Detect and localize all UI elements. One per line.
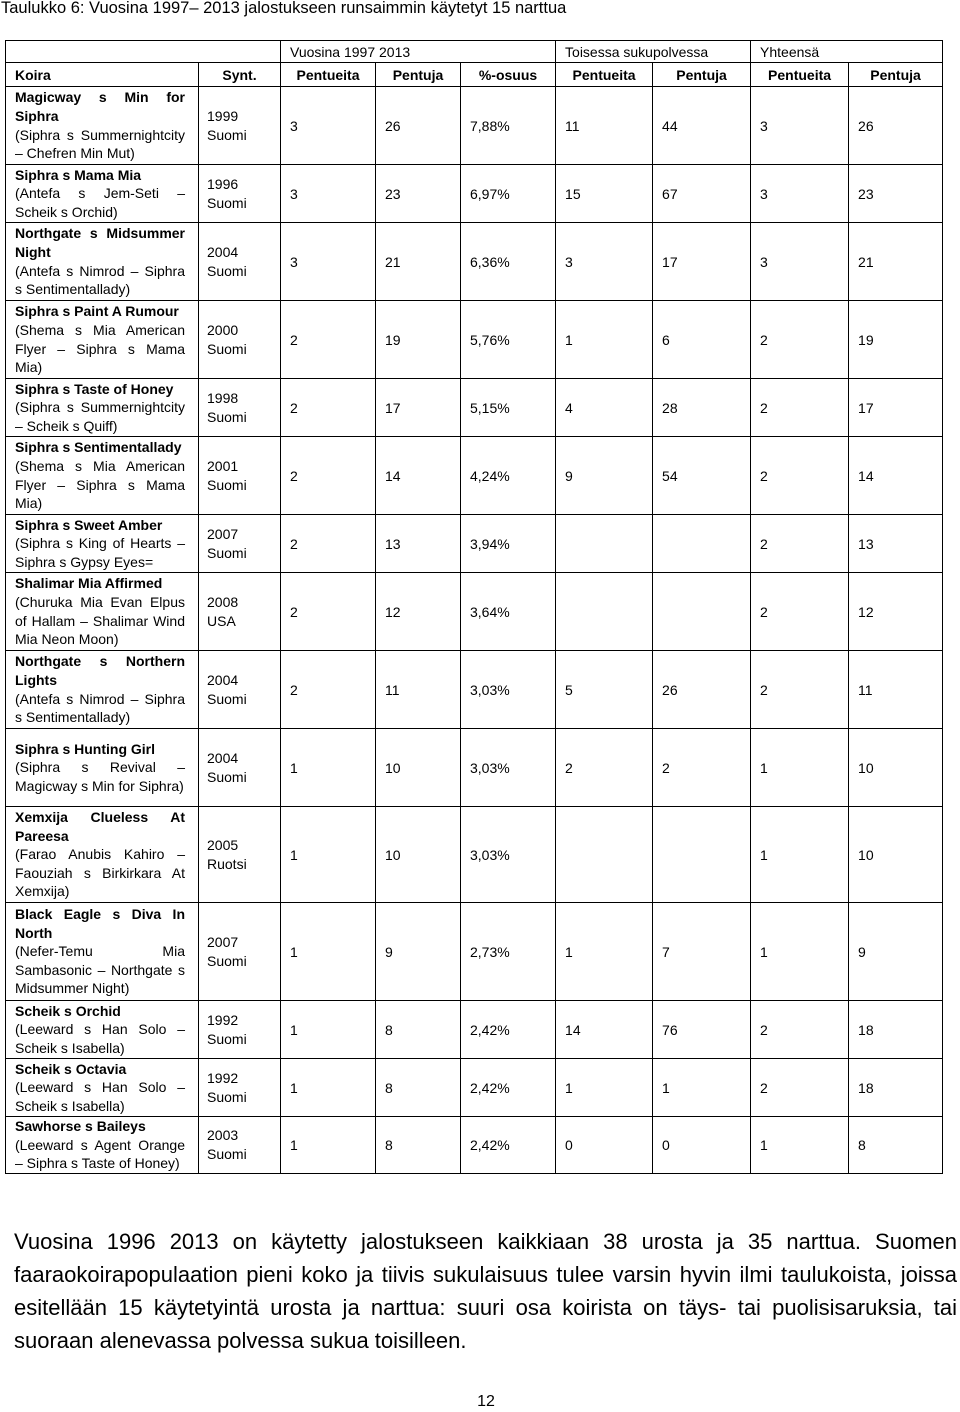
dog-cell [6,301,199,379]
dog-parents: (Shema s Mia American Flyer – Siphra s Mama Mia) [15,457,185,512]
litters-total-cell: 2 [751,379,849,437]
birth-cell [199,651,281,729]
birth-country: Suomi [207,1030,247,1047]
birth-country: Suomi [207,1088,247,1105]
group-header-total: Yhteensä [751,41,943,63]
puppies-total-cell: 14 [849,437,943,515]
share-percent-cell: 3,03% [461,807,556,903]
dog-name: Xemxija Clueless At Pareesa [15,809,185,844]
birth-cell [199,1117,281,1174]
birth-cell [199,301,281,379]
share-percent-cell: 3,64% [461,573,556,651]
birth-cell [199,807,281,903]
litters-period-cell: 1 [281,807,376,903]
birth-year: 2001 [207,457,239,474]
litters-total-cell: 1 [751,807,849,903]
dog-cell [6,1001,199,1059]
birth-year: 1999 [207,107,239,124]
dog-cell [6,223,199,301]
dog-parents: (Antefa s Nimrod – Siphra s Sentimentallady) [15,262,185,298]
dog-cell [6,903,199,1001]
dog-name: Sawhorse s Baileys [15,1118,146,1134]
share-percent-cell: 3,03% [461,729,556,807]
litters-second-generation-cell: 4 [556,379,653,437]
table-row [6,515,943,573]
puppies-total-cell: 18 [849,1001,943,1059]
table-row [6,729,943,807]
column-header-share-percent: %-osuus [461,63,556,87]
birth-country: Suomi [207,194,247,211]
litters-second-generation-cell [556,807,653,903]
puppies-second-generation-cell: 2 [653,729,751,807]
table-row [6,301,943,379]
litters-period-cell: 1 [281,1001,376,1059]
dog-parents: (Antefa s Jem-Seti – Scheik s Orchid) [15,185,185,220]
dog-name: Black Eagle s Diva In North [15,906,185,941]
dog-parents: (Antefa s Nimrod – Siphra s Sentimentallady) [15,690,185,726]
birth-country: Suomi [207,476,247,493]
litters-period-cell: 2 [281,515,376,573]
puppies-second-generation-cell: 7 [653,903,751,1001]
litters-second-generation-cell: 14 [556,1001,653,1059]
share-percent-cell: 2,73% [461,903,556,1001]
litters-total-cell: 2 [751,1059,849,1117]
birth-year: 2004 [207,749,239,766]
puppies-total-cell: 17 [849,379,943,437]
dog-cell [6,515,199,573]
birth-year: 2007 [207,933,239,950]
puppies-total-cell: 10 [849,729,943,807]
dog-name: Magicway s Min for Siphra [15,89,185,124]
puppies-total-cell: 12 [849,573,943,651]
dog-name: Scheik s Orchid [15,1002,121,1019]
dog-cell [6,165,199,223]
litters-second-generation-cell: 1 [556,301,653,379]
litters-total-cell: 3 [751,223,849,301]
puppies-period-cell: 13 [376,515,461,573]
litters-second-generation-cell: 0 [556,1117,653,1174]
birth-cell [199,1059,281,1117]
table-row [6,807,943,903]
litters-total-cell: 1 [751,1117,849,1174]
birth-cell [199,515,281,573]
birth-year: 2005 [207,836,239,853]
dog-name: Scheik s Octavia [15,1060,127,1077]
birth-year: 2004 [207,671,239,688]
group-header-row [6,41,943,63]
birth-year: 1996 [207,175,239,192]
column-header-puppies-period: Pentuja [376,63,461,87]
litters-second-generation-cell [556,515,653,573]
puppies-second-generation-cell: 44 [653,87,751,165]
puppies-second-generation-cell [653,573,751,651]
dog-name: Siphra s Taste of Honey [15,380,174,397]
puppies-period-cell: 8 [376,1059,461,1117]
column-header-puppies-total: Pentuja [849,63,943,87]
share-percent-cell: 4,24% [461,437,556,515]
dog-name: Siphra s Mama Mia [15,166,142,183]
table-row [6,1059,943,1117]
litters-period-cell: 1 [281,1059,376,1117]
dog-parents: (Siphra s Revival – Magicway s Min for Siphra) [15,759,185,794]
birth-country: Suomi [207,768,247,785]
puppies-total-cell: 13 [849,515,943,573]
birth-country: Suomi [207,1145,247,1162]
puppies-period-cell: 19 [376,301,461,379]
share-percent-cell: 3,03% [461,651,556,729]
birth-country: USA [207,612,236,629]
table-row [6,165,943,223]
birth-year: 2003 [207,1126,239,1143]
litters-period-cell: 3 [281,87,376,165]
birth-country: Suomi [207,690,247,707]
dog-cell [6,729,199,807]
litters-second-generation-cell: 11 [556,87,653,165]
birth-year: 2000 [207,321,239,338]
birth-cell [199,87,281,165]
puppies-period-cell: 21 [376,223,461,301]
share-percent-cell: 6,36% [461,223,556,301]
litters-second-generation-cell [556,573,653,651]
table-row [6,223,943,301]
puppies-period-cell: 17 [376,379,461,437]
group-header-period: Vuosina 1997 2013 [281,41,556,63]
birth-year: 1992 [207,1069,239,1086]
body-paragraph: Vuosina 1996 2013 on käytetty jalostukseen kaikkiaan 38 urosta ja 35 narttua. Suomen faaraokoirapopulaation pieni koko ja tiivis sukulaisuus tulee varsin hyvin ilmi taulukoista, joissa esitellään 15 käytetyintä urosta ja narttua: suuri osa koirista on täys- tai puolisisaruksia, tai suoraan alenevassa polvessa sukua toisilleen. [14,1229,957,1353]
puppies-total-cell: 19 [849,301,943,379]
table-row [6,437,943,515]
dog-parents: (Nefer-Temu Mia Sambasonic – Northgate s Midsummer Night) [15,943,185,997]
litters-second-generation-cell: 15 [556,165,653,223]
table-caption: Taulukko 6: Vuosina 1997– 2013 jalostukseen runsaimmin käytetyt 15 narttua [1,0,567,17]
table-row [6,379,943,437]
table-header [6,41,943,87]
birth-cell [199,903,281,1001]
dog-name: Shalimar Mia Affirmed [15,575,163,592]
litters-second-generation-cell: 3 [556,223,653,301]
puppies-period-cell: 9 [376,903,461,1001]
litters-period-cell: 2 [281,573,376,651]
table-row [6,87,943,165]
birth-country: Suomi [207,544,247,561]
table-row [6,573,943,651]
puppies-second-generation-cell: 26 [653,651,751,729]
dog-cell [6,1117,199,1174]
empty-header-cell [6,41,281,63]
dog-cell [6,807,199,903]
puppies-second-generation-cell: 6 [653,301,751,379]
share-percent-cell: 5,15% [461,379,556,437]
dog-parents: (Leeward s Han Solo – Scheik s Isabella) [15,1079,185,1114]
column-header-litters-period: Pentueita [281,63,376,87]
share-percent-cell: 6,97% [461,165,556,223]
litters-total-cell: 2 [751,437,849,515]
birth-country: Suomi [207,340,247,357]
puppies-second-generation-cell: 54 [653,437,751,515]
litters-period-cell: 1 [281,729,376,807]
column-header-dog: Koira [6,63,199,87]
dog-parents: (Farao Anubis Kahiro – Faouziah s Birkirkara At Xemxija) [15,846,185,900]
share-percent-cell: 3,94% [461,515,556,573]
litters-second-generation-cell: 9 [556,437,653,515]
litters-period-cell: 2 [281,379,376,437]
birth-year: 1992 [207,1011,239,1028]
share-percent-cell: 2,42% [461,1001,556,1059]
dog-parents: (Leeward s Agent Orange – Siphra s Taste of Honey) [15,1136,185,1172]
share-percent-cell: 7,88% [461,87,556,165]
table-row [6,1001,943,1059]
page-number: 12 [477,1393,495,1410]
dog-name: Siphra s Sweet Amber [15,516,163,533]
litters-period-cell: 3 [281,223,376,301]
puppies-second-generation-cell: 28 [653,379,751,437]
litters-second-generation-cell: 1 [556,903,653,1001]
column-header-litters-second-generation: Pentueita [556,63,653,87]
birth-country: Ruotsi [207,855,247,872]
dog-name: Siphra s Hunting Girl [15,740,156,757]
table-body [6,87,943,1174]
puppies-period-cell: 10 [376,729,461,807]
puppies-total-cell: 11 [849,651,943,729]
puppies-total-cell: 18 [849,1059,943,1117]
litters-period-cell: 2 [281,437,376,515]
dog-cell [6,437,199,515]
share-percent-cell: 5,76% [461,301,556,379]
birth-country: Suomi [207,262,247,279]
litters-total-cell: 2 [751,651,849,729]
puppies-second-generation-cell: 76 [653,1001,751,1059]
puppies-second-generation-cell: 1 [653,1059,751,1117]
puppies-total-cell: 26 [849,87,943,165]
birth-year: 2008 [207,593,239,610]
birth-country: Suomi [207,408,247,425]
dog-parents: (Siphra s Summernightcity – Chefren Min Mut) [15,126,185,162]
puppies-second-generation-cell [653,515,751,573]
dog-parents: (Siphra s King of Hearts – Siphra s Gypsy Eyes= [15,535,185,570]
litters-second-generation-cell: 2 [556,729,653,807]
puppies-period-cell: 8 [376,1001,461,1059]
birth-year: 2007 [207,525,239,542]
litters-period-cell: 2 [281,651,376,729]
birth-year: 1998 [207,389,239,406]
birth-cell [199,573,281,651]
litters-period-cell: 1 [281,903,376,1001]
puppies-period-cell: 8 [376,1117,461,1174]
dog-cell [6,87,199,165]
birth-country: Suomi [207,126,247,143]
dog-parents: (Churuka Mia Evan Elpus of Hallam – Shalimar Wind Mia Neon Moon) [15,593,185,648]
birth-country: Suomi [207,952,247,969]
dog-cell [6,651,199,729]
litters-total-cell: 2 [751,1001,849,1059]
puppies-period-cell: 11 [376,651,461,729]
dog-parents: (Siphra s Summernightcity – Scheik s Quiff) [15,399,185,434]
birth-cell [199,729,281,807]
litters-period-cell: 1 [281,1117,376,1174]
table-row [6,903,943,1001]
puppies-total-cell: 9 [849,903,943,1001]
puppies-second-generation-cell: 0 [653,1117,751,1174]
breeding-table [5,40,943,1174]
puppies-total-cell: 21 [849,223,943,301]
dog-parents: (Shema s Mia American Flyer – Siphra s Mama Mia) [15,321,185,376]
puppies-second-generation-cell: 17 [653,223,751,301]
litters-total-cell: 2 [751,515,849,573]
litters-second-generation-cell: 5 [556,651,653,729]
puppies-period-cell: 12 [376,573,461,651]
column-header-puppies-second-generation: Pentuja [653,63,751,87]
column-header-litters-total: Pentueita [751,63,849,87]
birth-year: 2004 [207,243,239,260]
litters-total-cell: 1 [751,903,849,1001]
litters-second-generation-cell: 1 [556,1059,653,1117]
litters-total-cell: 3 [751,165,849,223]
dog-name: Siphra s Paint A Rumour [15,303,179,320]
litters-total-cell: 3 [751,87,849,165]
birth-cell [199,379,281,437]
dog-name: Northgate s Northern Lights [15,653,185,688]
puppies-period-cell: 23 [376,165,461,223]
column-header-row [6,63,943,87]
dog-parents: (Leeward s Han Solo – Scheik s Isabella) [15,1021,185,1056]
share-percent-cell: 2,42% [461,1117,556,1174]
litters-total-cell: 2 [751,301,849,379]
birth-cell [199,1001,281,1059]
puppies-period-cell: 26 [376,87,461,165]
table-row [6,651,943,729]
puppies-second-generation-cell: 67 [653,165,751,223]
litters-total-cell: 1 [751,729,849,807]
dog-cell [6,379,199,437]
group-header-second-generation: Toisessa sukupolvessa [556,41,751,63]
puppies-total-cell: 8 [849,1117,943,1174]
dog-cell [6,1059,199,1117]
dog-name: Siphra s Sentimentallady [15,439,182,456]
dog-cell [6,573,199,651]
dog-name: Northgate s Midsummer Night [15,225,185,260]
puppies-second-generation-cell [653,807,751,903]
puppies-period-cell: 10 [376,807,461,903]
litters-period-cell: 3 [281,165,376,223]
share-percent-cell: 2,42% [461,1059,556,1117]
puppies-total-cell: 23 [849,165,943,223]
puppies-total-cell: 10 [849,807,943,903]
column-header-born: Synt. [199,63,281,87]
birth-cell [199,223,281,301]
table-row [6,1117,943,1174]
litters-period-cell: 2 [281,301,376,379]
puppies-period-cell: 14 [376,437,461,515]
birth-cell [199,437,281,515]
litters-total-cell: 2 [751,573,849,651]
birth-cell [199,165,281,223]
